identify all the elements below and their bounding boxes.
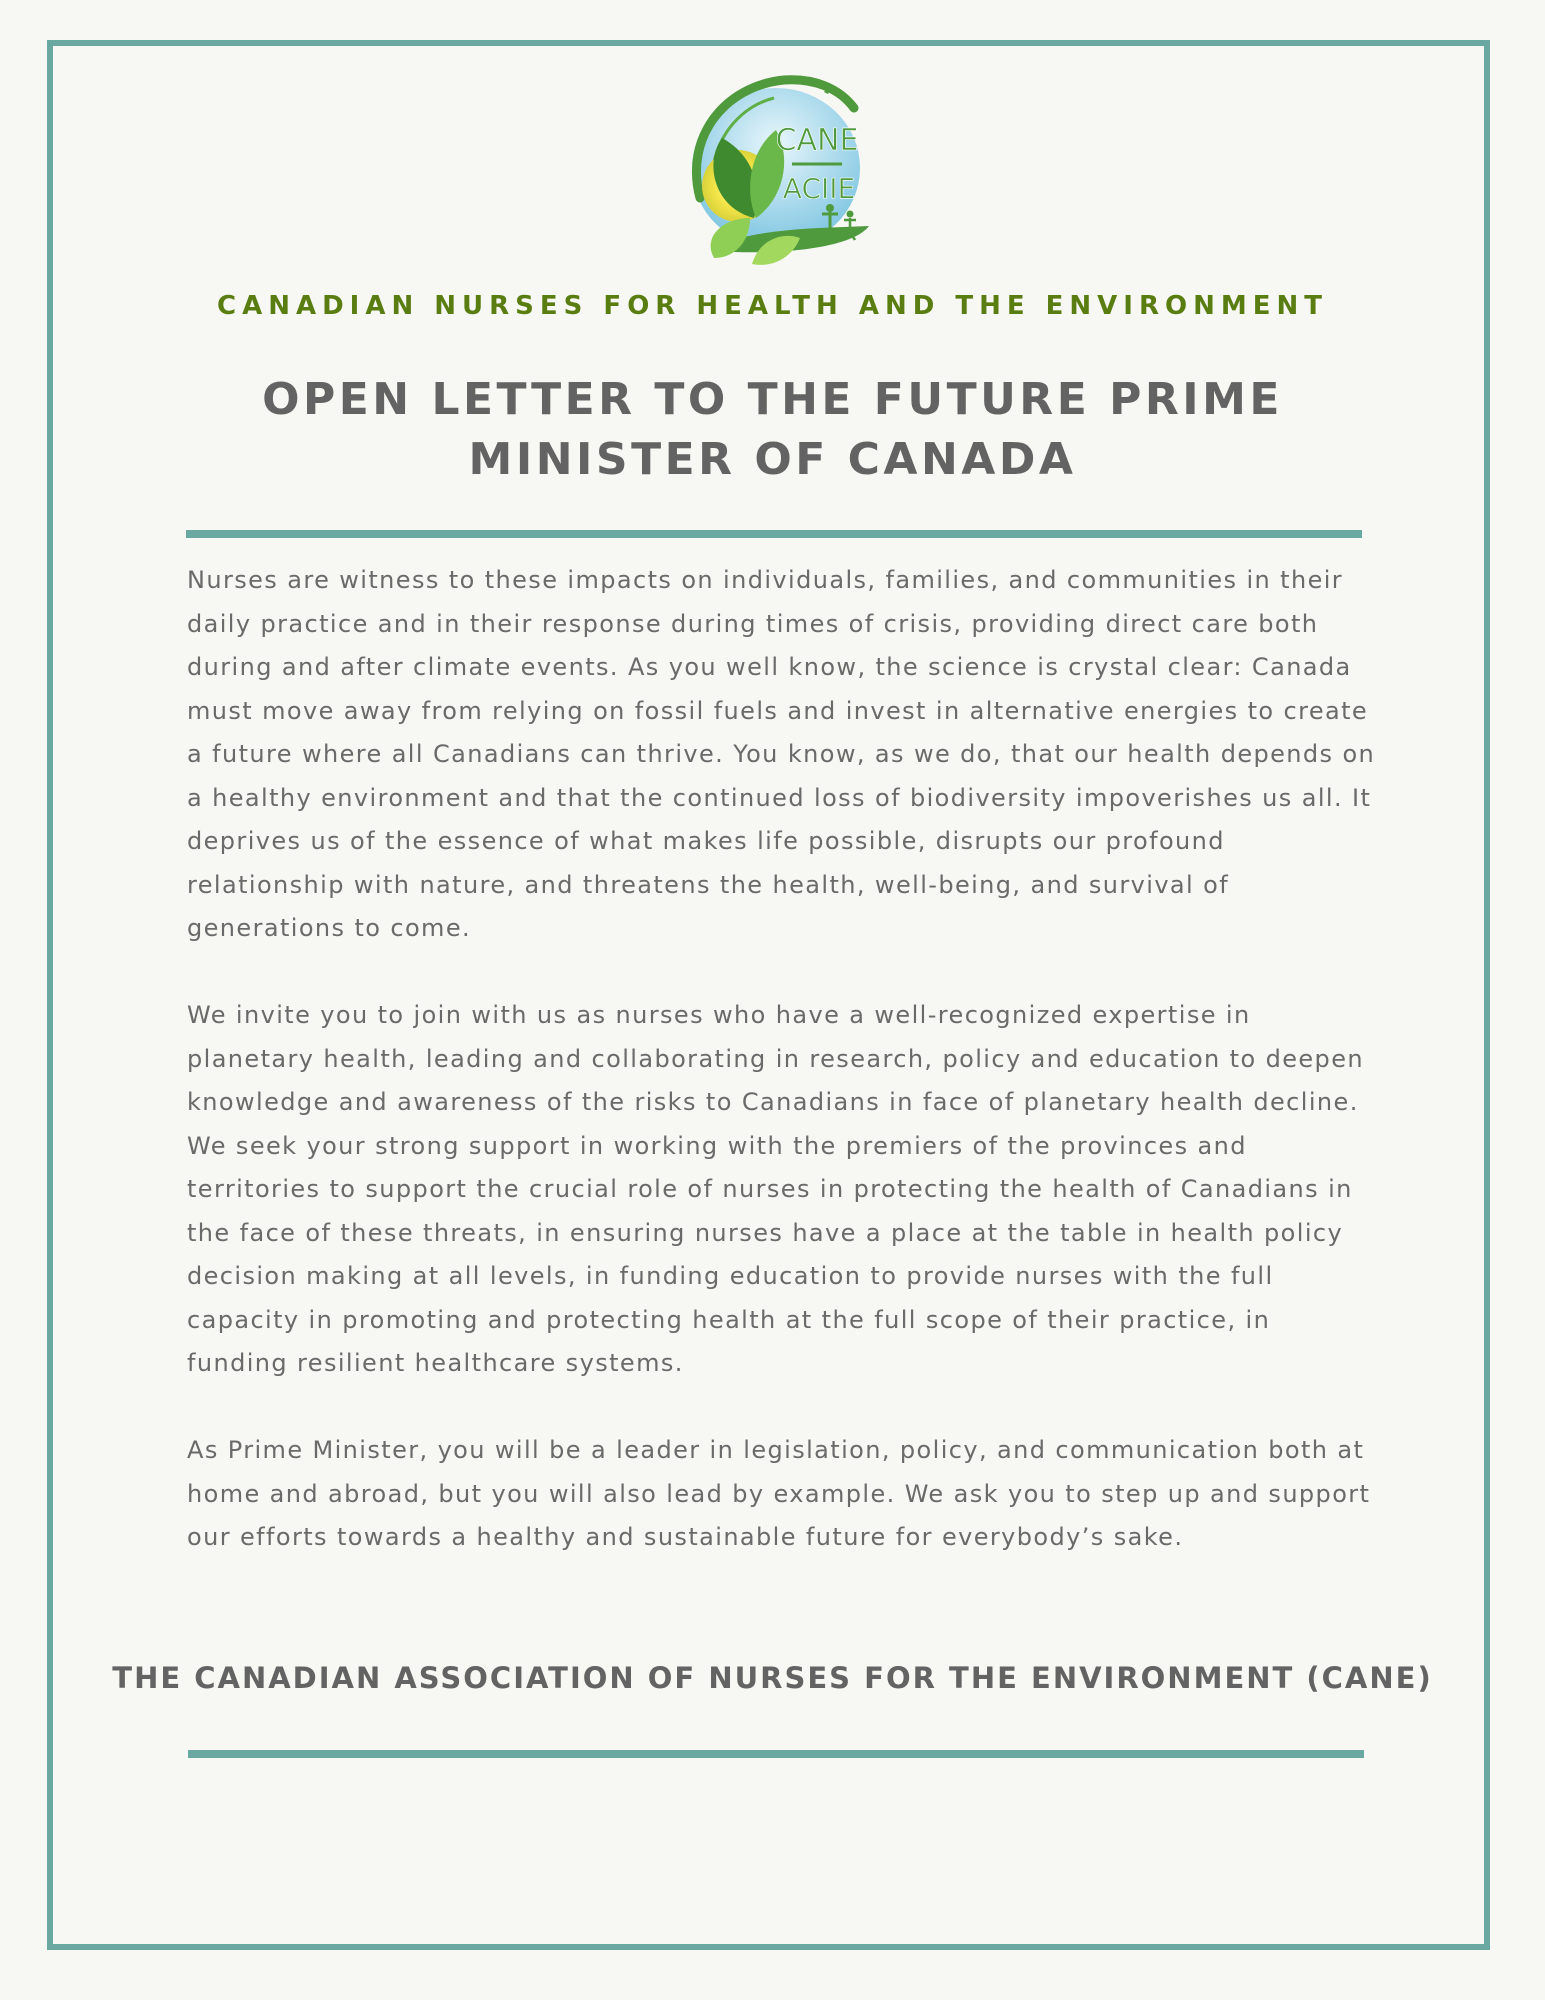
paragraph-1: Nurses are witness to these impacts on individuals, families, and communities in their daily practice and in their response during times of crisis, providing direct care both during and after climate events. As you well know, the science is crystal clear: Canada must move away from relying on fossil fuels and invest in alternative energies to create a future where all Canadians can thrive. You know, as we do, that our health depends on a healthy environment and that the continued loss of biodiversity impoverishes us all. It deprives us of the essence of what makes life possible, disrupts our profound relationship with nature, and threatens the health, well-being, and survival of generations to come.	[187, 566, 1376, 942]
signature: THE CANADIAN ASSOCIATION OF NURSES FOR THE ENVIRONMENT (CANE)	[112, 1661, 1433, 1695]
cane-aciie-logo	[664, 68, 884, 278]
page-title: OPEN LETTER TO THE FUTURE PRIME MINISTER OF CANADA	[262, 374, 1283, 485]
letter-body	[187, 559, 1377, 1603]
logo-person-icon	[826, 204, 834, 212]
logo-text-aciie: ACIIE	[782, 172, 856, 205]
logo-text-cane: CANE	[775, 123, 859, 158]
paragraph-2: We invite you to join with us as nurses who have a well-recognized expertise in planetary health, leading and collaborating in research, policy and education to deepen knowledge and awareness of the risks to Canadians in face of planetary health decline. We seek your strong support in working with the premiers of the provinces and territories to support the crucial role of nurses in protecting the health of Canadians in the face of these threats, in ensuring nurses have a place at the table in health policy decision making at all levels, in funding education to provide nurses with the full capacity in promoting and protecting health at the full scope of their practice, in funding resilient healthcare systems.	[187, 1001, 1364, 1377]
organization-name: CANADIAN NURSES FOR HEALTH AND THE ENVIRONMENT	[217, 291, 1328, 321]
logo-person2-icon	[847, 211, 854, 218]
divider-bottom	[188, 1750, 1364, 1758]
paragraph-3: As Prime Minister, you will be a leader in legislation, policy, and communication both at home and abroad, but you will also lead by example. We ask you to step up and support our efforts towards a healthy and sustainable future for everybody’s sake.	[187, 1436, 1371, 1551]
divider-top	[186, 530, 1362, 538]
